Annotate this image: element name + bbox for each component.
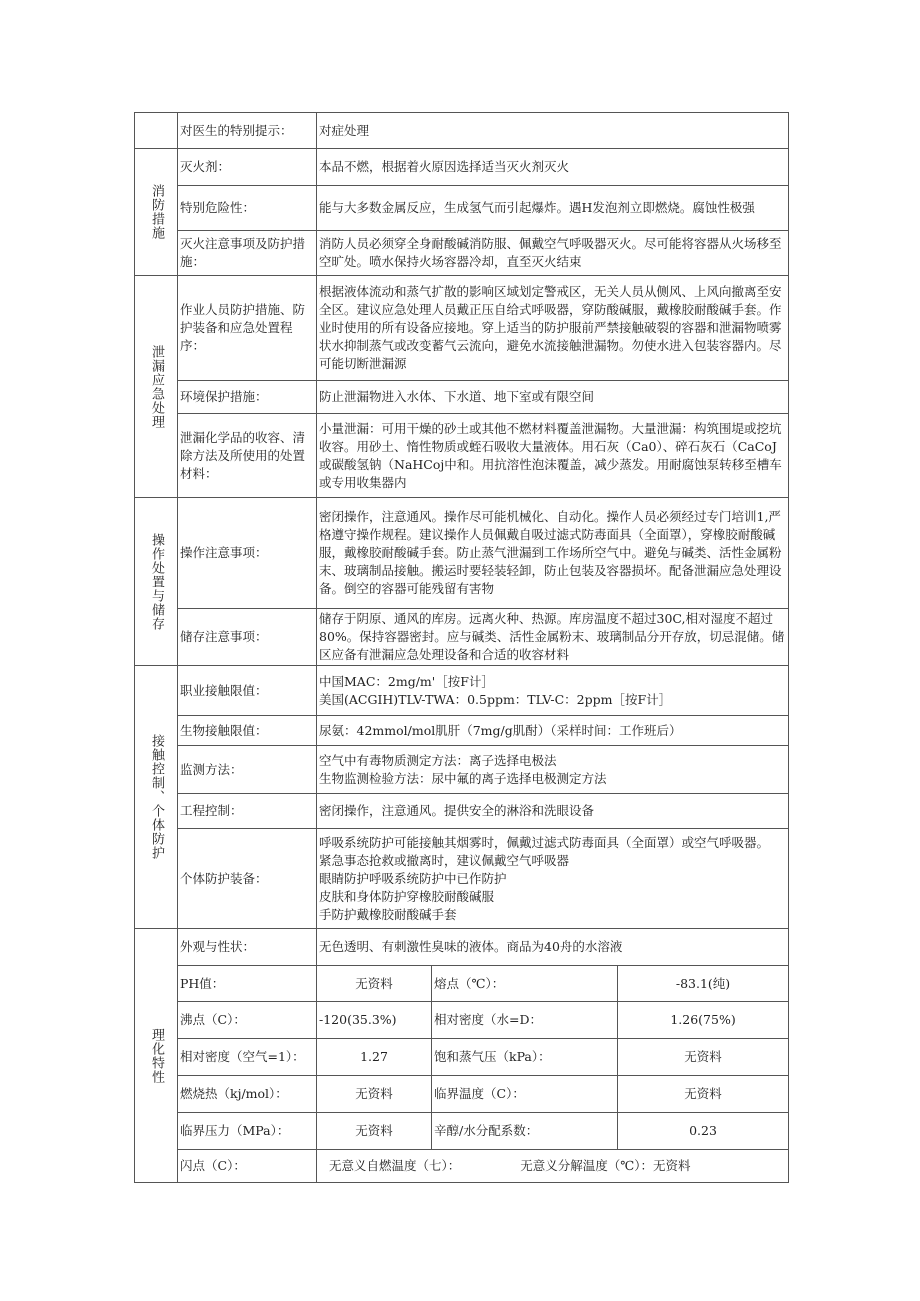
row-label: 特别危险性： xyxy=(178,186,317,231)
value-line: 中国MAC：2mg/m'［按F计］ xyxy=(319,673,494,689)
prop-value: 无资料 xyxy=(317,1076,432,1113)
prop-value: 0.23 xyxy=(618,1113,789,1150)
prop-label: 相对密度（空气=1）： xyxy=(178,1039,317,1076)
value-line: 空气中有毒物质测定方法：离子选择电极法 xyxy=(319,752,557,768)
row-value xyxy=(317,1150,789,1183)
row-label: 储存注意事项： xyxy=(178,609,317,666)
row-label: 对医生的特别提示： xyxy=(178,113,317,149)
value-line: 眼睛防护呼吸系统防护中已作防护 xyxy=(319,870,507,886)
row-value xyxy=(317,716,789,746)
prop-value: 无资料 xyxy=(317,966,432,1002)
prop-value: 1.27 xyxy=(317,1039,432,1076)
prop-label: 临界压力（MPa）： xyxy=(178,1113,317,1150)
prop-label: 相对密度（水=D： xyxy=(432,1002,618,1039)
prop-value: 无资料 xyxy=(618,1076,789,1113)
section-physical: 理化特性 xyxy=(135,929,178,1183)
row-value xyxy=(317,746,789,794)
row-value: 小量泄漏：可用干燥的砂土或其他不燃材料覆盖泄漏物。大量泄漏：构筑围堤或挖坑收容。用砂土、惰性物质或蛭石吸收大量液体。用石灰（Ca0）、碎石灰石（CaCoJ或碳酸氢钠（NaHCoj中和。用抗溶性泡沫覆盖，减少蒸发。用耐腐蚀泵转移至槽车或专用收集器内 xyxy=(317,414,789,498)
row-value: 根据液体流动和蒸气扩散的影响区域划定警戒区，无关人员从侧风、上风向撤离至安全区。建议应急处理人员戴正压自给式呼吸器，穿防酸碱服，戴橡胶耐酸碱手套。作业时使用的所有设备应接地。穿上适当的防护服前严禁接触破裂的容器和泄漏物喷雾状水抑制蒸气或改变蓄气云流向，避免水流接触泄漏物。勿使水进入包装容器内。尽可能切断泄漏源 xyxy=(317,276,789,381)
row-label: 环境保护措施： xyxy=(178,381,317,414)
prop-value: -120(35.3%) xyxy=(317,1002,432,1039)
row-label: 灭火注意事项及防护措施： xyxy=(178,231,317,276)
section-fire: 消防措施 xyxy=(135,149,178,276)
empty-cell xyxy=(135,113,178,149)
row-value: 能与大多数金属反应，生成氢气而引起爆炸。遇H发泡剂立即燃烧。腐蚀性极强 xyxy=(317,186,789,231)
prop-label: 沸点（C）： xyxy=(178,1002,317,1039)
prop-label: 饱和蒸气压（kPa）： xyxy=(432,1039,618,1076)
row-label: 工程控制： xyxy=(178,794,317,829)
row-value: 无色透明、有刺激性臭味的液体。商品为40舟的水溶液 xyxy=(317,929,789,966)
row-label: 外观与性状： xyxy=(178,929,317,966)
section-leak: 泄漏应急处理 xyxy=(135,276,178,498)
flash-value-1: 无意义自燃温度（七）： xyxy=(329,1158,461,1173)
row-value: 储存于阴原、通风的库房。远离火种、热源。库房温度不超过30C,相对湿度不超过80%。保持容器密封。应与碱类、活性金属粉末、玻璃制品分开存放，切忌混储。储区应备有泄漏应急处理设备和合适的收容材料 xyxy=(317,609,789,666)
row-label: 泄漏化学品的收容、清除方法及所使用的处置材料： xyxy=(178,414,317,498)
value-line: 手防护戴橡胶耐酸碱手套 xyxy=(319,906,457,922)
value-line: 美国(ACGIH)TLV-TWA：0.5ppm：TLV-C：2ppm［按F计］ xyxy=(319,691,672,707)
value-line: 皮肤和身体防护穿橡胶耐酸碱服 xyxy=(319,888,495,904)
row-value xyxy=(317,829,789,929)
msds-table xyxy=(134,112,789,1183)
row-value: 本品不燃，根据着火原因选择适当灭火剂灭火 xyxy=(317,149,789,186)
row-label: 操作注意事项： xyxy=(178,498,317,609)
row-label: 职业接触限值： xyxy=(178,666,317,716)
prop-label: 辛醇/水分配系数： xyxy=(432,1113,618,1150)
prop-value: 无资料 xyxy=(317,1113,432,1150)
prop-label: PH值： xyxy=(178,966,317,1002)
prop-value: -83.1(纯) xyxy=(618,966,789,1002)
row-value: 对症处理 xyxy=(317,113,789,149)
row-label: 灭火剂： xyxy=(178,149,317,186)
prop-label: 燃烧热（kj/mol）： xyxy=(178,1076,317,1113)
row-label: 闪点（C）： xyxy=(178,1150,317,1183)
value-line: 生物监测检验方法：尿中氟的离子选择电极测定方法 xyxy=(319,770,607,786)
section-handling: 操作处置与储存 xyxy=(135,498,178,666)
value-line: 呼吸系统防护可能接触其烟雾时，佩戴过滤式防毒面具（全面罩）或空气呼吸器。 xyxy=(319,834,770,850)
value-line: 尿氨：42mmol/mol肌肝（7mg/g肌酎）（采样时间：工作班后） xyxy=(319,722,682,738)
row-label: 个体防护装备： xyxy=(178,829,317,929)
row-label: 监测方法： xyxy=(178,746,317,794)
row-value xyxy=(317,794,789,829)
value-line: 密闭操作，注意通风。提供安全的淋浴和洗眼设备 xyxy=(319,803,595,818)
row-label: 作业人员防护措施、防护装备和应急处置程序： xyxy=(178,276,317,381)
prop-label: 临界温度（C）： xyxy=(432,1076,618,1113)
row-value: 密闭操作，注意通风。操作尽可能机械化、自动化。操作人员必须经过专门培训1,严格遵守操作规程。建议操作人员佩戴自吸过滤式防毒面具（全面罩），穿橡胶耐酸碱服，戴橡胶耐酸碱手套。防止蒸气泄漏到工作场所空气中。避免与碱类、活性金属粉末、玻璃制品接触。搬运时要轻装轻卸，防止包装及容器损坏。配备泄漏应急处理设备。倒空的容器可能残留有害物 xyxy=(317,498,789,609)
row-label: 生物接触限值： xyxy=(178,716,317,746)
section-exposure: 接触控制、个体防护 xyxy=(135,666,178,929)
flash-value-2: 无意义分解温度（℃）：无资料 xyxy=(520,1158,691,1173)
row-value xyxy=(317,666,789,716)
value-line: 紧急事态抢救或撤离时，建议佩戴空气呼吸器 xyxy=(319,852,570,868)
row-value: 消防人员必须穿全身耐酸碱消防服、佩戴空气呼吸器灭火。尽可能将容器从火场移至空旷处。喷水保持火场容器冷却，直至灭火结束 xyxy=(317,231,789,276)
prop-label: 熔点（℃）： xyxy=(432,966,618,1002)
prop-value: 1.26(75%) xyxy=(618,1002,789,1039)
row-value: 防止泄漏物进入水体、下水道、地下室或有限空间 xyxy=(317,381,789,414)
prop-value: 无资料 xyxy=(618,1039,789,1076)
